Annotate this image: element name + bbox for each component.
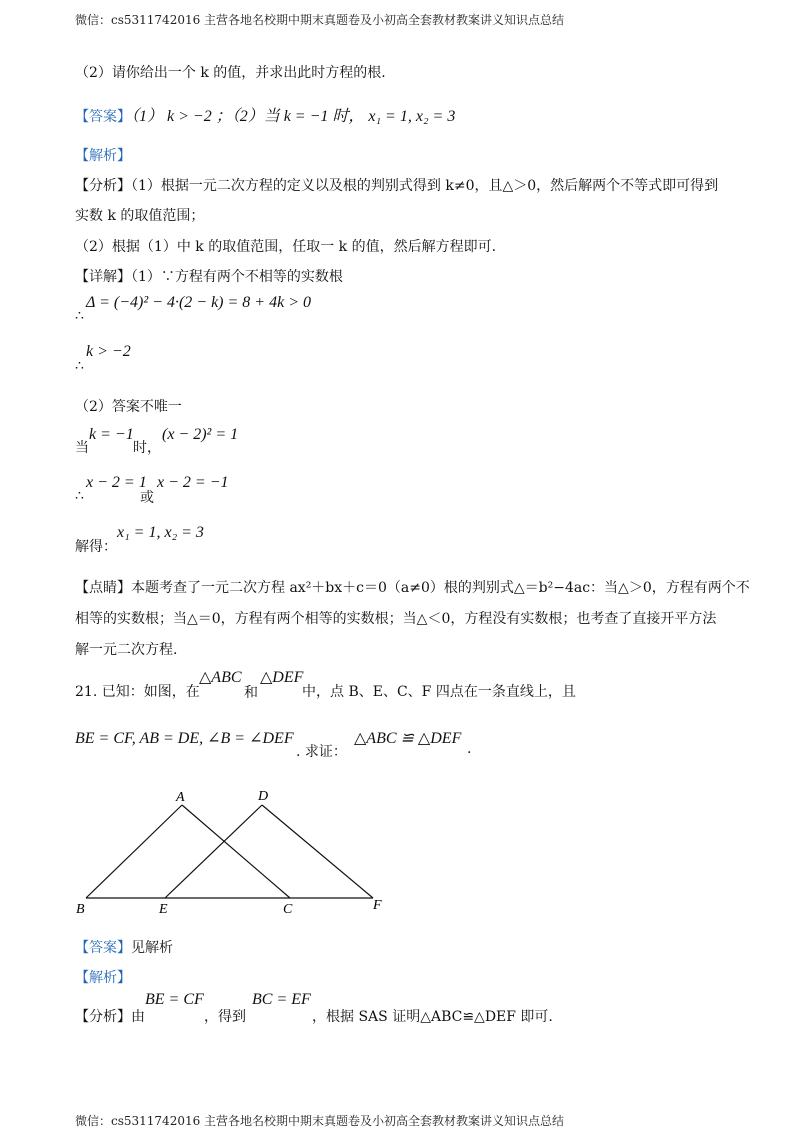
k-inequality: k > −2 xyxy=(86,343,131,360)
shi-label: 时， xyxy=(133,440,161,456)
dianjing-line2: 相等的实数根；当△＝0，方程有两个相等的实数根；当△＜0，方程没有实数根；也考查了直接开平方法 xyxy=(75,611,717,627)
q21-answer xyxy=(75,937,173,957)
huo-label: 或 xyxy=(140,490,154,506)
dianjing-line1: 【点睛】本题考查了一元二次方程 ax²＋bx＋c＝0（a≠0）根的判别式△＝b²−4ac：当△＞0，方程有两个不 xyxy=(75,580,750,596)
answer-math: （1） k > −2 ；（2）当 k = −1 时， x₁ = 1, x₂ = 3 xyxy=(131,108,456,125)
q21-goal: △ABC ≌ △DEF xyxy=(354,730,462,747)
jiede-label: 解得： xyxy=(75,539,117,555)
page-footer: 微信：cs5311742016 主营各地名校期中期末真题卷及小初高全套教材教案讲义知识点总结 xyxy=(75,1114,565,1128)
k-value: k = −1 xyxy=(89,426,134,443)
q21-stem-b: 中，点 B、E、C、F 四点在一条直线上，且 xyxy=(302,684,576,700)
eq-case-b: x − 2 = −1 xyxy=(157,474,229,491)
q21-analysis-tag: 【解析】 xyxy=(75,970,131,986)
q21-period: . xyxy=(467,741,472,757)
q21-fenxi-eq1: BE = CF xyxy=(145,991,204,1008)
q21-fenxi-eq2: BC = EF xyxy=(252,991,311,1008)
q21-answer-body: 见解析 xyxy=(131,940,173,956)
q21-stem-a: 21. 已知：如图，在 xyxy=(75,684,200,700)
dang-label: 当 xyxy=(75,440,89,456)
geometry-figure xyxy=(70,785,400,920)
q20-part2: （2）请你给出一个 k 的值，并求出此时方程的根. xyxy=(75,65,386,81)
he-label: 和 xyxy=(244,685,258,701)
therefore-3: ∴ xyxy=(75,488,84,504)
segment-ed xyxy=(165,805,262,898)
triangle-abc: △ABC xyxy=(199,669,242,686)
delta-equation: Δ = (−4)² − 4·(2 − k) = 8 + 4k > 0 xyxy=(86,294,311,311)
page-header: 微信：cs5311742016 主营各地名校期中期末真题卷及小初高全套教材教案讲义知识点总结 xyxy=(75,13,565,27)
q20-fenxi-line1: 【分析】（1）根据一元二次方程的定义以及根的判别式得到 k≠0，且△＞0，然后解两个不等式即可得到 xyxy=(75,178,719,194)
q21-conditions: BE = CF, AB = DE, ∠B = ∠DEF xyxy=(75,730,294,747)
q21-prove: . 求证： xyxy=(296,744,347,760)
roots: x₁ = 1, x₂ = 3 xyxy=(117,524,204,541)
label-b: B xyxy=(76,902,85,917)
label-f: F xyxy=(373,898,382,913)
q20-detail-line1: 【详解】（1）∵方程有两个不相等的实数根 xyxy=(75,269,343,285)
label-a: A xyxy=(176,790,185,805)
q20-part2-head: （2）答案不唯一 xyxy=(75,399,182,415)
q21-fenxi-c: ，根据 SAS 证明△ABC≌△DEF 即可. xyxy=(312,1009,553,1025)
q20-fenxi-line3: （2）根据（1）中 k 的取值范围，任取一 k 的值，然后解方程即可. xyxy=(75,239,497,255)
q20-analysis-tag: 【解析】 xyxy=(75,148,131,164)
eq-case-a: x − 2 = 1 xyxy=(86,474,147,491)
answer-tag: 【答案】 xyxy=(75,109,131,125)
therefore-2: ∴ xyxy=(75,358,84,374)
label-d: D xyxy=(258,789,269,804)
q21-answer-tag: 【答案】 xyxy=(75,940,131,956)
label-c: C xyxy=(283,902,293,917)
label-e: E xyxy=(159,902,168,917)
q20-fenxi-line2: 实数 k 的取值范围； xyxy=(75,208,205,224)
segment-ac xyxy=(182,805,290,898)
dianjing-line3: 解一元二次方程. xyxy=(75,642,178,658)
square-equation: (x − 2)² = 1 xyxy=(162,426,239,443)
segment-ab xyxy=(86,805,182,898)
triangle-def: △DEF xyxy=(260,669,304,686)
q21-fenxi-a: 【分析】由 xyxy=(75,1009,145,1025)
segment-df xyxy=(262,805,373,898)
q20-answer xyxy=(75,103,455,126)
therefore-1: ∴ xyxy=(75,308,84,324)
q21-fenxi-b: ，得到 xyxy=(204,1009,246,1025)
